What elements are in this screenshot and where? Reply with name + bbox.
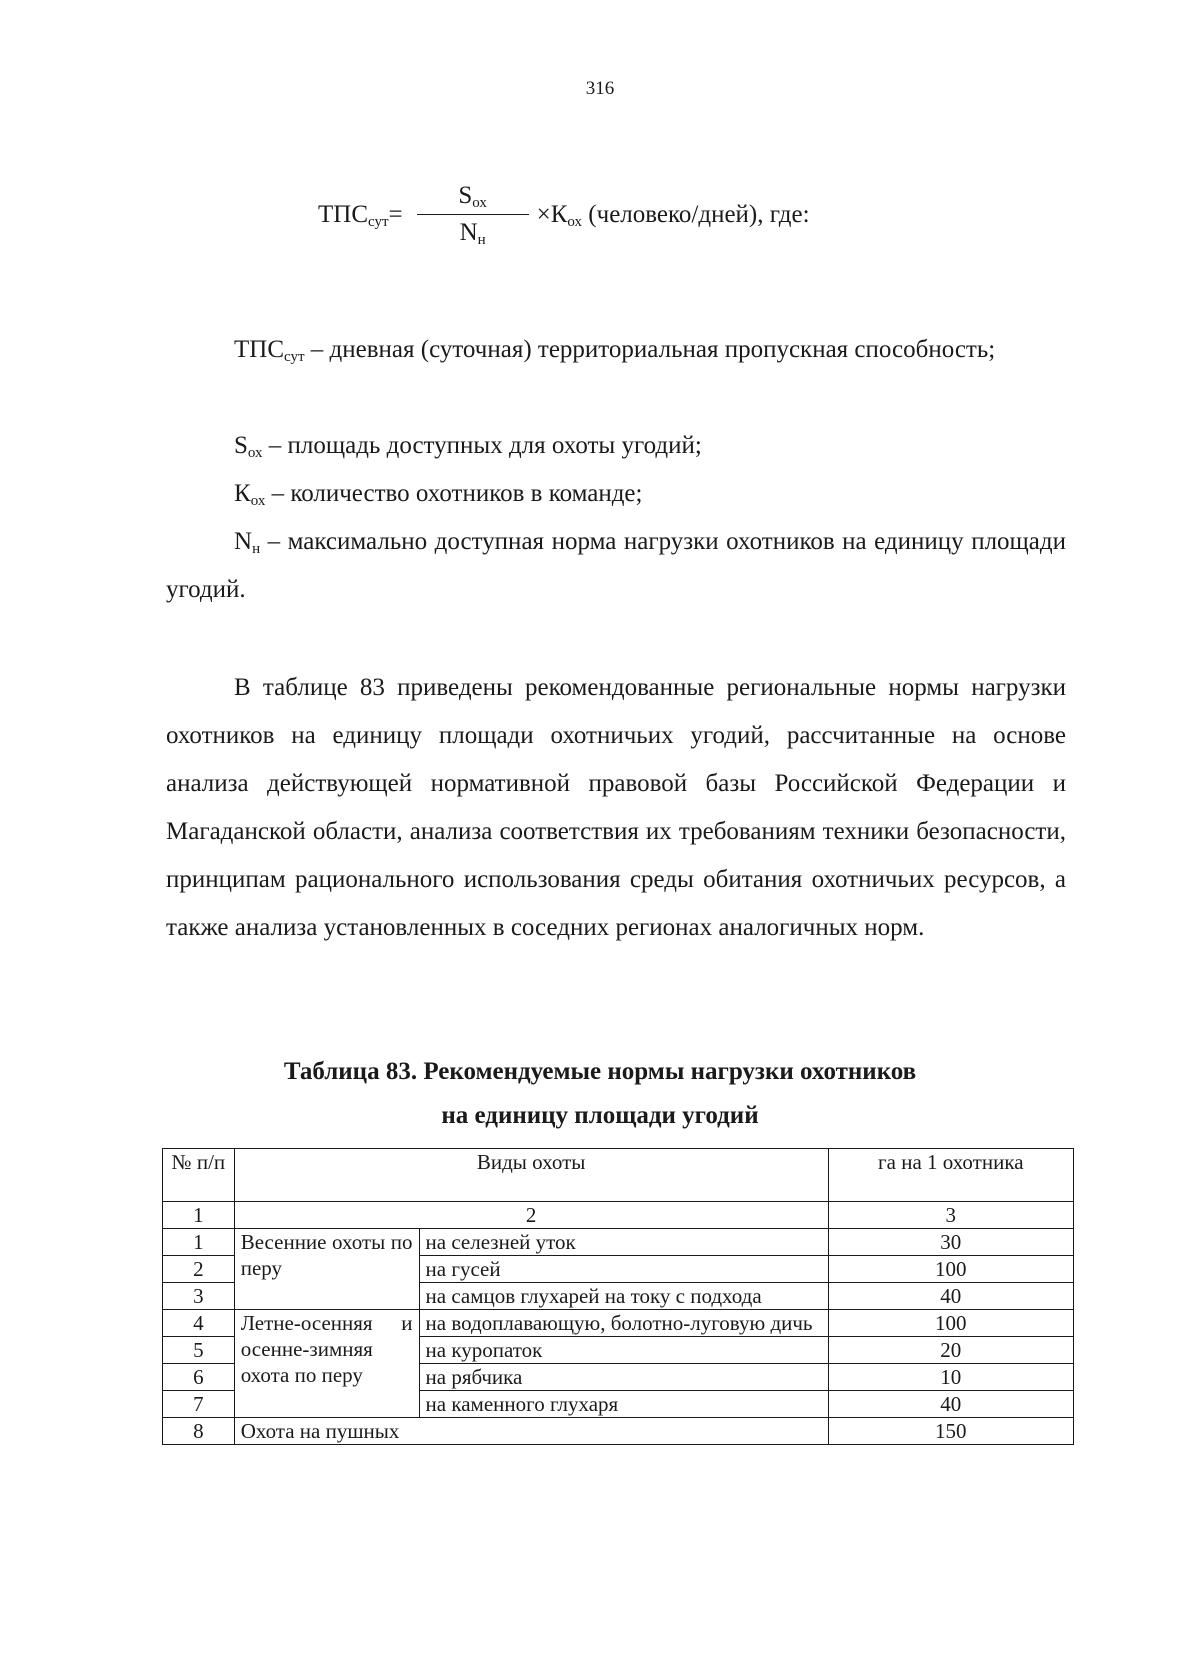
- table-colnum-row: [163, 1202, 1074, 1229]
- def-subscript: сут: [284, 349, 305, 365]
- colnum-1: 1: [163, 1202, 235, 1229]
- table-row: [163, 1229, 1074, 1256]
- formula-rhs: [537, 201, 810, 229]
- rhs-tail: (человеко/дней), где:: [582, 200, 810, 228]
- def-symbol: ТПС: [234, 336, 284, 363]
- definition-nn: [166, 518, 1066, 614]
- row-kind: на рябчика: [419, 1364, 828, 1391]
- formula-equals: =: [388, 200, 403, 228]
- row-num: 7: [163, 1391, 235, 1418]
- row-value: 20: [828, 1337, 1073, 1364]
- denominator-subscript: н: [477, 232, 486, 248]
- header-num: № п/п: [163, 1149, 235, 1202]
- def-symbol: К: [234, 480, 251, 507]
- rhs-subscript: ох: [567, 213, 583, 230]
- table-header-row: [163, 1149, 1074, 1202]
- formula-lhs: [318, 201, 403, 229]
- row-value: 150: [828, 1418, 1073, 1445]
- formula-denominator: [460, 215, 486, 247]
- definition-tps: [166, 326, 1066, 374]
- def-symbol: N: [234, 528, 253, 555]
- def-text: – площадь доступных для охоты угодий;: [262, 432, 702, 459]
- formula: [318, 182, 810, 247]
- row-num: 5: [163, 1337, 235, 1364]
- group-spring: Весенние охоты по перу: [234, 1229, 419, 1310]
- row-kind: на селезней уток: [419, 1229, 828, 1256]
- row-kind: на каменного глухаря: [419, 1391, 828, 1418]
- rhs-multiplier: ×К: [536, 200, 568, 228]
- row-kind: на гусей: [419, 1256, 828, 1283]
- def-symbol: S: [234, 432, 248, 459]
- def-subscript: ох: [247, 445, 263, 461]
- definition-sox: [166, 422, 1066, 470]
- formula-numerator: [458, 182, 487, 214]
- colnum-2: 2: [234, 1202, 828, 1229]
- row-value: 40: [828, 1391, 1073, 1418]
- def-text: – максимально доступная норма нагрузки охотников на единицу площади угодий.: [166, 528, 1066, 603]
- row-value: 10: [828, 1364, 1073, 1391]
- header-value: га на 1 охотника: [828, 1149, 1073, 1202]
- row-num: 8: [163, 1418, 235, 1445]
- table-row: [163, 1418, 1074, 1445]
- denominator-symbol: N: [459, 219, 478, 246]
- row-num: 3: [163, 1283, 235, 1310]
- numerator-symbol: S: [458, 182, 473, 209]
- row-value: 100: [828, 1310, 1073, 1337]
- def-subscript: ох: [250, 493, 266, 509]
- norms-table: [162, 1148, 1074, 1445]
- row-num: 1: [163, 1229, 235, 1256]
- def-subscript: н: [252, 541, 261, 557]
- table-title-line1: Таблица 83. Рекомендуемые нормы нагрузки охотников: [283, 1058, 917, 1085]
- row-value: 30: [828, 1229, 1073, 1256]
- formula-lhs-subscript: сут: [368, 213, 389, 230]
- row-kind: Охота на пушных: [234, 1418, 828, 1445]
- definition-kox: [166, 470, 1066, 518]
- def-text: – количество охотников в команде;: [265, 480, 643, 507]
- formula-lhs-symbol: ТПС: [318, 200, 368, 228]
- row-num: 4: [163, 1310, 235, 1337]
- formula-fraction: [417, 182, 529, 247]
- row-value: 40: [828, 1283, 1073, 1310]
- table-row: [163, 1310, 1074, 1337]
- table-title-line2: на единицу площади угодий: [441, 1102, 759, 1129]
- row-kind: на куропаток: [419, 1337, 828, 1364]
- header-kind: Виды охоты: [234, 1149, 828, 1202]
- def-text: – дневная (суточная) территориальная пропускная способность;: [304, 336, 996, 363]
- page-number: 316: [585, 78, 615, 99]
- group-summer: Летне-осенняя и осенне-зимняя охота по перу: [234, 1310, 419, 1418]
- row-kind: на водоплавающую, болотно-луговую дичь: [419, 1310, 828, 1337]
- body-paragraph: В таблице 83 приведены рекомендованные региональные нормы нагрузки охотников на единицу площади охотничьих угодий, рассчитанные на основе анализа действующей нормативной правовой базы Российской Федерации и Магаданской области, анализа соответствия их требованиям техники безопасности, принципам рационального использования среды обитания охотничьих ресурсов, а также анализа установленных в соседних регионах аналогичных норм.: [166, 674, 1066, 941]
- row-value: 100: [828, 1256, 1073, 1283]
- row-num: 2: [163, 1256, 235, 1283]
- colnum-3: 3: [828, 1202, 1073, 1229]
- row-kind: на самцов глухарей на току с подхода: [419, 1283, 828, 1310]
- row-num: 6: [163, 1364, 235, 1391]
- numerator-subscript: ох: [472, 195, 487, 211]
